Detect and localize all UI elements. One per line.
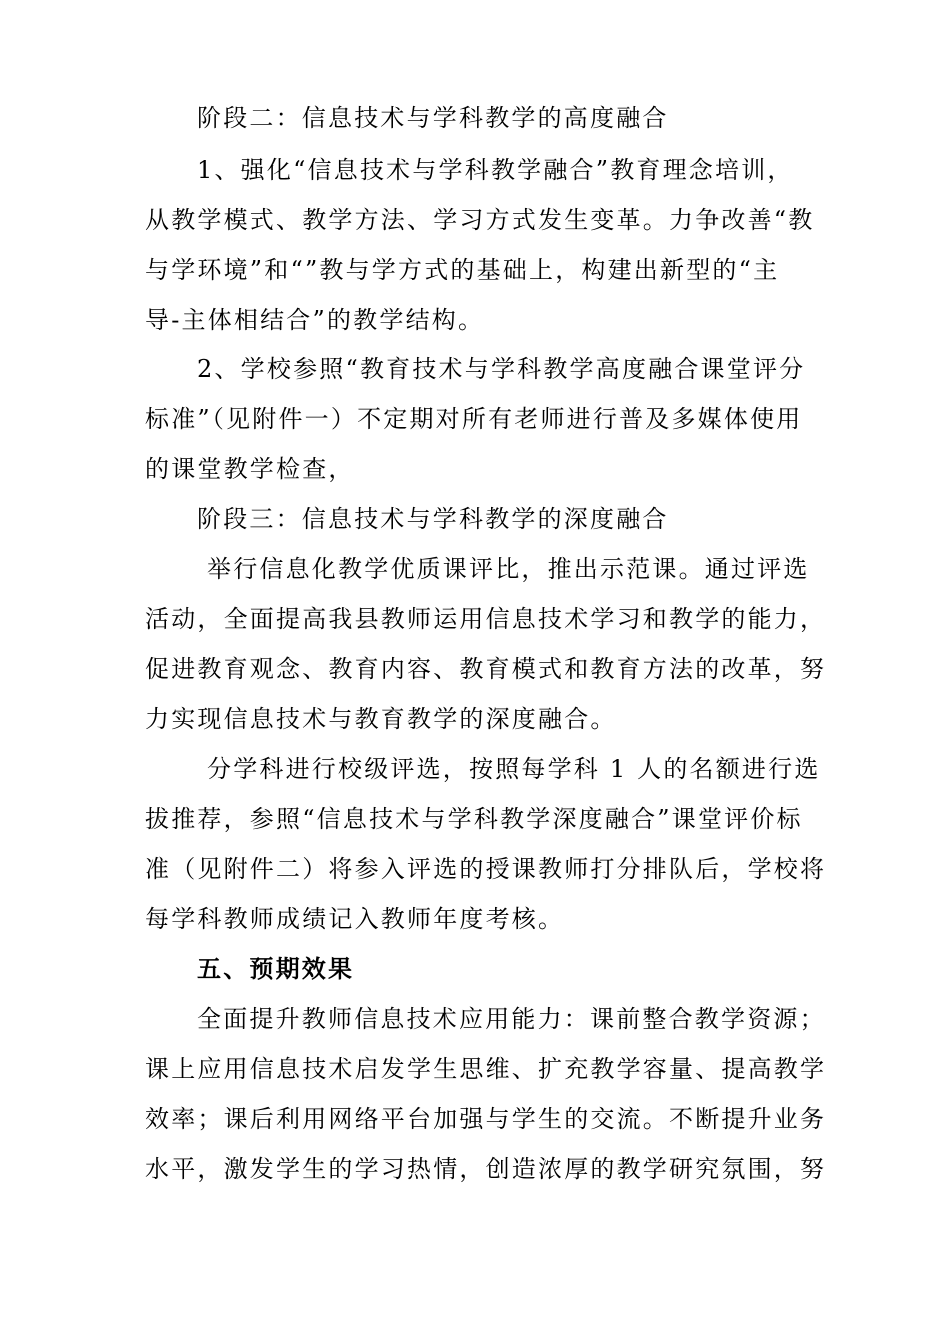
- paragraph-line: 从教学模式、教学方法、学习方式发生变革。力争改善“教: [145, 206, 815, 234]
- stage-two-heading: 阶段二：信息技术与学科教学的高度融合: [197, 104, 669, 132]
- paragraph-line: 活动，全面提高我县教师运用信息技术学习和教学的能力，: [145, 605, 827, 633]
- section-five-heading: 五、预期效果: [197, 954, 355, 983]
- paragraph-line: 导-主体相结合”的教学结构。: [145, 306, 485, 334]
- paragraph-line: 力实现信息技术与教育教学的深度融合。: [145, 705, 617, 733]
- paragraph-line: 拔推荐，参照“信息技术与学科教学深度融合”课堂评价标: [145, 805, 803, 833]
- paragraph-line: 与学环境”和“”教与学方式的基础上，构建出新型的“主: [145, 256, 780, 284]
- stage-three-heading: 阶段三：信息技术与学科教学的深度融合: [197, 505, 669, 533]
- paragraph-line: 2、学校参照“教育技术与学科教学高度融合课堂评分: [197, 355, 806, 383]
- paragraph-line: 课上应用信息技术启发学生思维、扩充教学容量、提高教学: [145, 1055, 827, 1083]
- paragraph-line: 全面提升教师信息技术应用能力：课前整合教学资源；: [197, 1005, 826, 1033]
- paragraph-line: 标准”（见附件一）不定期对所有老师进行普及多媒体使用: [145, 405, 803, 433]
- paragraph-line: 水平，激发学生的学习热情，创造浓厚的教学研究氛围，努: [145, 1155, 827, 1183]
- paragraph-line: 准（见附件二）将参入评选的授课教师打分排队后，学校将: [145, 855, 827, 883]
- paragraph-line: 的课堂教学检查，: [145, 455, 355, 483]
- paragraph-line: 促进教育观念、教育内容、教育模式和教育方法的改革，努: [145, 655, 827, 683]
- paragraph-line: 效率；课后利用网络平台加强与学生的交流。不断提升业务: [145, 1105, 827, 1133]
- paragraph-line: 分学科进行校级评选，按照每学科 1 人的名额进行选: [207, 755, 821, 783]
- paragraph-line: 每学科教师成绩记入教师年度考核。: [145, 905, 565, 933]
- paragraph-line: 举行信息化教学优质课评比，推出示范课。通过评选: [207, 555, 810, 583]
- paragraph-line: 1、强化“信息技术与学科教学融合”教育理念培训，: [197, 156, 794, 184]
